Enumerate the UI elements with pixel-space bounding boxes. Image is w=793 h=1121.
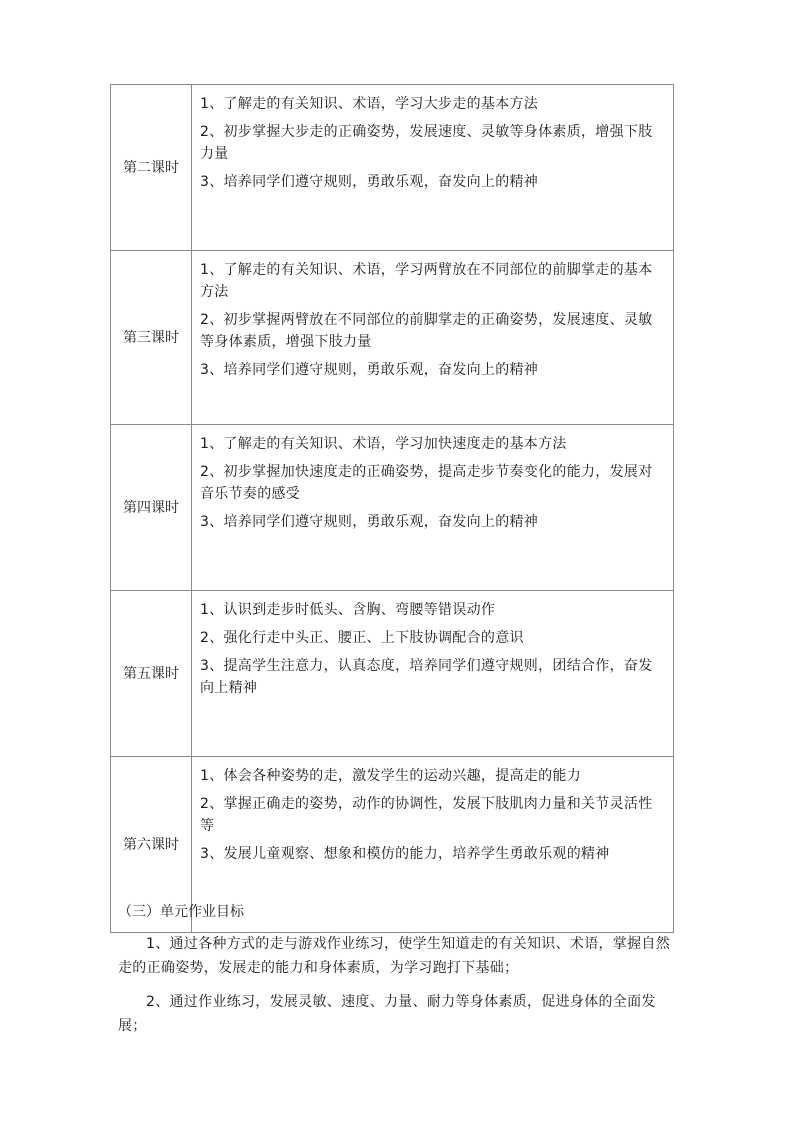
table-row — [111, 85, 674, 251]
goal-item: 1、了解走的有关知识、术语，学习大步走的基本方法 — [200, 96, 539, 112]
goal-item: 1、认识到走步时低头、含胸、弯腰等错误动作 — [200, 602, 496, 618]
section-paragraph: 2、通过作业练习，发展灵敏、速度、力量、耐力等身体素质，促进身体的全面发展； — [118, 994, 656, 1034]
goal-item: 1、了解走的有关知识、术语，学习加快速度走的基本方法 — [200, 436, 567, 452]
section-paragraph: 1、通过各种方式的走与游戏作业练习，使学生知道走的有关知识、术语，掌握自然走的正确姿势，发展走的能力和身体素质，为学习跑打下基础； — [118, 936, 671, 976]
lesson-goals — [192, 85, 674, 251]
lesson-label: 第三课时 — [111, 251, 192, 425]
lesson-label: 第二课时 — [111, 85, 192, 251]
section-heading: （三）单元作业目标 — [118, 904, 244, 920]
table-row — [111, 251, 674, 425]
goal-item: 2、初步掌握大步走的正确姿势，发展速度、灵敏等身体素质，增强下肢力量 — [200, 124, 653, 162]
goal-item: 3、培养同学们遵守规则，勇敢乐观，奋发向上的精神 — [200, 362, 539, 378]
goal-item: 2、初步掌握加快速度走的正确姿势，提高走步节奏变化的能力，发展对音乐节奏的感受 — [200, 464, 653, 502]
goal-item: 3、培养同学们遵守规则，勇敢乐观，奋发向上的精神 — [200, 174, 539, 190]
lesson-goals — [192, 591, 674, 757]
lesson-goals — [192, 757, 674, 933]
lesson-label: 第四课时 — [111, 425, 192, 591]
goal-item: 2、初步掌握两臂放在不同部位的前脚掌走的正确姿势，发展速度、灵敏等身体素质，增强下肢力量 — [200, 312, 653, 350]
goal-item: 3、发展儿童观察、想象和模仿的能力，培养学生勇敢乐观的精神 — [200, 846, 610, 862]
lesson-label: 第五课时 — [111, 591, 192, 757]
goal-item: 3、培养同学们遵守规则，勇敢乐观，奋发向上的精神 — [200, 514, 539, 530]
goal-item: 1、体会各种姿势的走，激发学生的运动兴趣，提高走的能力 — [200, 768, 582, 784]
table-row — [111, 591, 674, 757]
goal-item: 1、了解走的有关知识、术语，学习两臂放在不同部位的前脚掌走的基本方法 — [200, 262, 653, 300]
lesson-goals-table — [110, 84, 674, 933]
goal-item: 2、强化行走中头正、腰正、上下肢协调配合的意识 — [200, 630, 524, 646]
goal-item: 3、提高学生注意力，认真态度，培养同学们遵守规则，团结合作，奋发向上精神 — [200, 658, 653, 696]
lesson-label: 第六课时 — [111, 757, 192, 933]
goal-item: 2、掌握正确走的姿势，动作的协调性，发展下肢肌肉力量和关节灵活性等 — [200, 796, 653, 834]
lesson-goals — [192, 251, 674, 425]
table-row — [111, 425, 674, 591]
lesson-goals — [192, 425, 674, 591]
